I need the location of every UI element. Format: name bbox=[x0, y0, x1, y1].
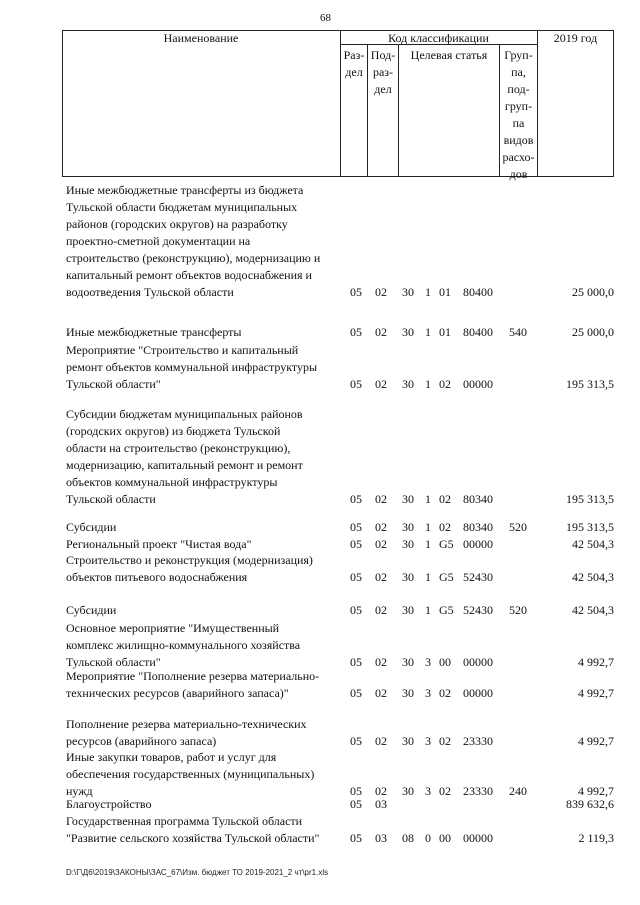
row-code-cs4: 00000 bbox=[463, 655, 493, 669]
row-name bbox=[66, 796, 352, 813]
row-name-line: Мероприятие "Строительство и капитальный bbox=[66, 343, 299, 357]
header-right-border bbox=[613, 30, 614, 176]
row-code-cs4: 00000 bbox=[463, 831, 493, 845]
row-name bbox=[66, 342, 352, 393]
row-code-cs2: 1 bbox=[425, 570, 431, 584]
header-subsection bbox=[368, 47, 398, 98]
header-subsection-line: дел bbox=[374, 82, 392, 96]
row-name bbox=[66, 182, 352, 301]
header-left-border bbox=[62, 30, 63, 176]
row-amount: 2 119,3 bbox=[578, 831, 614, 845]
row-name-line: Тульской области" bbox=[66, 655, 161, 669]
row-name bbox=[66, 552, 352, 586]
row-code-pr: 03 bbox=[375, 831, 387, 845]
row-name bbox=[66, 536, 352, 553]
row-code-cs4: 52430 bbox=[463, 603, 493, 617]
row-code-pr: 02 bbox=[375, 686, 387, 700]
row-code-cs1: 30 bbox=[402, 520, 414, 534]
row-code-rz: 05 bbox=[350, 377, 362, 391]
row-code-cs4: 00000 bbox=[463, 686, 493, 700]
row-name-line: Пополнение резерва материально-технических bbox=[66, 717, 307, 731]
row-amount: 4 992,7 bbox=[578, 655, 614, 669]
row-code-rz: 05 bbox=[350, 325, 362, 339]
row-name-line: Благоустройство bbox=[66, 797, 152, 811]
row-amount: 4 992,7 bbox=[578, 686, 614, 700]
row-name-line: Иные межбюджетные трансферты bbox=[66, 325, 242, 339]
row-code-cs1: 30 bbox=[402, 784, 414, 798]
row-code-pr: 02 bbox=[375, 570, 387, 584]
row-code-rz: 05 bbox=[350, 537, 362, 551]
row-code-vr: 520 bbox=[509, 603, 527, 617]
row-code-cs4: 00000 bbox=[463, 537, 493, 551]
row-code-cs2: 1 bbox=[425, 603, 431, 617]
row-code-pr: 02 bbox=[375, 734, 387, 748]
row-name-line: Основное мероприятие "Имущественный bbox=[66, 621, 280, 635]
header-group-line: Груп- bbox=[504, 48, 533, 62]
header-group-line: под- bbox=[507, 82, 530, 96]
row-code-rz: 05 bbox=[350, 784, 362, 798]
row-code-cs1: 30 bbox=[402, 285, 414, 299]
row-code-cs4: 52430 bbox=[463, 570, 493, 584]
row-name-line: Иные межбюджетные трансферты из бюджета bbox=[66, 183, 304, 197]
row-code-cs1: 30 bbox=[402, 537, 414, 551]
row-amount: 4 992,7 bbox=[578, 784, 614, 798]
row-code-cs4: 80340 bbox=[463, 520, 493, 534]
row-amount: 195 313,5 bbox=[566, 520, 614, 534]
row-code-cs4: 23330 bbox=[463, 734, 493, 748]
row-name-line: Субсидии bbox=[66, 603, 117, 617]
row-code-cs3: G5 bbox=[439, 537, 454, 551]
row-code-rz: 05 bbox=[350, 570, 362, 584]
row-code-cs3: 02 bbox=[439, 377, 451, 391]
row-name-line: Мероприятие "Пополнение резерва материально- bbox=[66, 669, 320, 683]
row-code-cs4: 23330 bbox=[463, 784, 493, 798]
row-code-cs1: 30 bbox=[402, 686, 414, 700]
header-group-line: видов bbox=[503, 133, 534, 147]
row-code-cs2: 1 bbox=[425, 325, 431, 339]
header-group-line: груп- bbox=[504, 99, 533, 113]
row-code-cs3: 02 bbox=[439, 686, 451, 700]
row-code-rz: 05 bbox=[350, 285, 362, 299]
row-name-line: (городских округов) из бюджета Тульской bbox=[66, 424, 281, 438]
row-code-cs2: 1 bbox=[425, 377, 431, 391]
row-name-line: обеспечения государственных (муниципальных) bbox=[66, 767, 315, 781]
row-amount: 4 992,7 bbox=[578, 734, 614, 748]
row-code-rz: 05 bbox=[350, 831, 362, 845]
row-code-cs2: 3 bbox=[425, 655, 431, 669]
row-code-rz: 05 bbox=[350, 686, 362, 700]
row-name bbox=[66, 620, 352, 671]
row-code-pr: 02 bbox=[375, 285, 387, 299]
row-code-cs4: 80400 bbox=[463, 325, 493, 339]
row-name-line: Строительство и реконструкция (модернизация) bbox=[66, 553, 313, 567]
row-code-cs1: 30 bbox=[402, 325, 414, 339]
row-amount: 195 313,5 bbox=[566, 492, 614, 506]
header-group-line: па bbox=[512, 116, 525, 130]
row-name-line: нужд bbox=[66, 784, 93, 798]
row-name-line: Тульской области bbox=[66, 492, 156, 506]
row-name bbox=[66, 813, 352, 847]
row-name bbox=[66, 324, 352, 341]
row-code-cs3: 01 bbox=[439, 325, 451, 339]
row-code-cs1: 30 bbox=[402, 603, 414, 617]
row-code-cs3: 00 bbox=[439, 831, 451, 845]
row-name-line: объектов питьевого водоснабжения bbox=[66, 570, 248, 584]
row-code-cs1: 30 bbox=[402, 377, 414, 391]
page-number: 68 bbox=[320, 12, 331, 24]
row-amount: 839 632,6 bbox=[566, 797, 614, 811]
row-code-cs2: 1 bbox=[425, 492, 431, 506]
row-code-rz: 05 bbox=[350, 520, 362, 534]
row-name-line: Субсидии bbox=[66, 520, 117, 534]
header-expense-group bbox=[500, 47, 537, 183]
row-name-line: объектов коммунальной инфраструктуры bbox=[66, 475, 278, 489]
row-code-vr: 240 bbox=[509, 784, 527, 798]
row-code-rz: 05 bbox=[350, 492, 362, 506]
row-code-cs4: 80340 bbox=[463, 492, 493, 506]
row-code-cs3: G5 bbox=[439, 570, 454, 584]
row-code-pr: 02 bbox=[375, 537, 387, 551]
row-code-cs1: 30 bbox=[402, 734, 414, 748]
row-code-cs3: 02 bbox=[439, 734, 451, 748]
header-section-line: дел bbox=[345, 65, 363, 79]
row-code-cs2: 3 bbox=[425, 686, 431, 700]
row-name bbox=[66, 716, 352, 750]
row-name-line: Иные закупки товаров, работ и услуг для bbox=[66, 750, 277, 764]
row-code-cs2: 0 bbox=[425, 831, 431, 845]
row-code-cs2: 1 bbox=[425, 520, 431, 534]
row-name-line: Региональный проект "Чистая вода" bbox=[66, 537, 252, 551]
header-divider-year bbox=[537, 30, 538, 176]
row-code-pr: 02 bbox=[375, 377, 387, 391]
header-section bbox=[341, 47, 367, 81]
row-code-cs3: 02 bbox=[439, 492, 451, 506]
row-name-line: Государственная программа Тульской области bbox=[66, 814, 303, 828]
header-group-line: расхо- bbox=[502, 150, 535, 164]
row-name-line: ремонт объектов коммунальной инфраструктуры bbox=[66, 360, 318, 374]
header-name: Наименование bbox=[163, 31, 239, 45]
row-code-pr: 02 bbox=[375, 655, 387, 669]
row-name-line: "Развитие сельского хозяйства Тульской области" bbox=[66, 831, 320, 845]
row-code-rz: 05 bbox=[350, 734, 362, 748]
row-name-line: районов (городских округов) на разработку bbox=[66, 217, 288, 231]
row-name-line: капитальный ремонт объектов водоснабжения и bbox=[66, 268, 312, 282]
header-target-article: Целевая статья bbox=[410, 48, 488, 62]
row-name-line: Субсидии бюджетам муниципальных районов bbox=[66, 407, 303, 421]
row-code-pr: 02 bbox=[375, 603, 387, 617]
row-amount: 42 504,3 bbox=[572, 537, 614, 551]
header-group-line: па, bbox=[511, 65, 526, 79]
row-name-line: водоотведения Тульской области bbox=[66, 285, 234, 299]
row-name bbox=[66, 602, 352, 619]
row-code-vr: 520 bbox=[509, 520, 527, 534]
table-header bbox=[62, 30, 614, 181]
row-code-cs3: 00 bbox=[439, 655, 451, 669]
row-name-line: технических ресурсов (аварийного запаса)" bbox=[66, 686, 289, 700]
row-code-pr: 02 bbox=[375, 784, 387, 798]
header-year: 2019 год bbox=[553, 31, 598, 45]
row-amount: 25 000,0 bbox=[572, 325, 614, 339]
row-code-cs4: 00000 bbox=[463, 377, 493, 391]
row-name-line: Тульской области бюджетам муниципальных bbox=[66, 200, 298, 214]
row-name-line: комплекс жилищно-коммунального хозяйства bbox=[66, 638, 301, 652]
row-code-pr: 03 bbox=[375, 797, 387, 811]
row-code-cs3: 01 bbox=[439, 285, 451, 299]
row-name bbox=[66, 519, 352, 536]
row-code-cs4: 80400 bbox=[463, 285, 493, 299]
row-code-pr: 02 bbox=[375, 325, 387, 339]
row-code-rz: 05 bbox=[350, 797, 362, 811]
row-name bbox=[66, 406, 352, 508]
row-code-vr: 540 bbox=[509, 325, 527, 339]
row-name-line: проектно-сметной документации на bbox=[66, 234, 251, 248]
row-name-line: Тульской области" bbox=[66, 377, 161, 391]
header-section-line: Раз- bbox=[343, 48, 365, 62]
header-subsection-line: Под- bbox=[370, 48, 396, 62]
row-name-line: строительство (реконструкцию), модернизацию и bbox=[66, 251, 321, 265]
header-subsection-line: раз- bbox=[372, 65, 394, 79]
row-code-cs2: 3 bbox=[425, 784, 431, 798]
row-code-cs3: G5 bbox=[439, 603, 454, 617]
row-code-rz: 05 bbox=[350, 655, 362, 669]
row-amount: 42 504,3 bbox=[572, 603, 614, 617]
row-amount: 25 000,0 bbox=[572, 285, 614, 299]
row-name-line: модернизацию, капитальный ремонт и ремонт bbox=[66, 458, 303, 472]
row-code-cs3: 02 bbox=[439, 784, 451, 798]
row-code-pr: 02 bbox=[375, 520, 387, 534]
row-code-cs1: 30 bbox=[402, 492, 414, 506]
row-amount: 42 504,3 bbox=[572, 570, 614, 584]
row-name bbox=[66, 749, 352, 800]
row-code-cs1: 30 bbox=[402, 570, 414, 584]
row-code-pr: 02 bbox=[375, 492, 387, 506]
row-code-cs2: 1 bbox=[425, 285, 431, 299]
row-name bbox=[66, 668, 352, 702]
row-code-cs3: 02 bbox=[439, 520, 451, 534]
row-code-cs2: 1 bbox=[425, 537, 431, 551]
row-name-line: области на строительство (реконструкцию), bbox=[66, 441, 291, 455]
header-classification-code: Код классификации bbox=[388, 31, 489, 45]
row-code-cs2: 3 bbox=[425, 734, 431, 748]
row-name-line: ресурсов (аварийного запаса) bbox=[66, 734, 217, 748]
row-code-cs1: 08 bbox=[402, 831, 414, 845]
row-code-cs1: 30 bbox=[402, 655, 414, 669]
header-group-line: дов bbox=[509, 167, 528, 181]
file-path-footer: D:\Г\Д6\2019\ЗАКОНЫ\ЗАС_67\Изм. бюджет ТО 2019-2021_2 чт\pr1.xls bbox=[66, 868, 329, 877]
row-amount: 195 313,5 bbox=[566, 377, 614, 391]
row-code-rz: 05 bbox=[350, 603, 362, 617]
